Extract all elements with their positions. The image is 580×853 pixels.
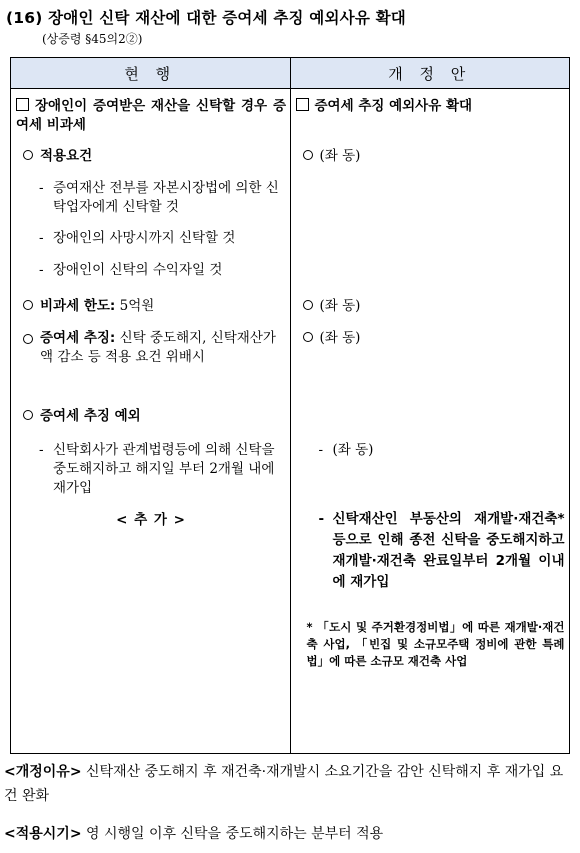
same-as-left: - (좌 동) [318,442,374,458]
effective-section [4,822,383,846]
exception-text: - 신탁회사가 관계법령등에 의해 신탁을 중도해지하고 해지일 부터 2개월 내에 재가입 [39,442,275,496]
current-column [11,89,290,753]
exception-title: 증여세 추징 예외 [23,407,141,426]
header-current: 현 행 [11,58,291,89]
circle-bullet-icon [23,334,33,344]
reason-section [4,760,576,808]
circle-bullet-icon [23,300,33,310]
page-title: (16) 장애인 신탁 재산에 대한 증여세 추징 예외사유 확대 [6,9,406,27]
reason-label: <개정이유> [4,764,82,780]
comparison-table [10,57,570,754]
req-title: 적용요건 [23,147,92,166]
circle-bullet-icon [303,332,313,342]
effective-text: 영 시행일 이후 신탁을 중도해지하는 분부터 적용 [86,826,384,842]
current-heading: 장애인이 증여받은 재산을 신탁할 경우 증여세 비과세 [16,98,286,133]
checkbox-square-icon [296,98,309,111]
add-marker: < 추 가 > [116,512,186,528]
legal-reference: (상증령 §45의2②) [42,32,143,46]
circle-bullet-icon [23,150,33,160]
new-exception-item: - 신탁재산인 부동산의 재개발·재건축* 등으로 인해 종전 신탁을 중도해지하고 재개발·재건축 완료일부터 2개월 이내에 재가입 [318,511,565,590]
limit-row: 비과세 한도: 5억원 [23,297,154,316]
footnote: * 「도시 및 주거환경정비법」에 따른 재개발·재건축 사업, 「빈집 및 소규모주택 정비에 관한 특례법」에 따른 소규모 재건축 사업 [306,620,565,668]
circle-bullet-icon [303,300,313,310]
req-item: - 장애인이 신탁의 수익자일 것 [39,262,223,278]
header-proposed: 개 정 안 [290,58,570,89]
circle-bullet-icon [303,150,313,160]
checkbox-square-icon [16,98,29,111]
effective-label: <적용시기> [4,826,82,842]
req-item: - 증여재산 전부를 자본시장법에 의한 신탁업자에게 신탁할 것 [39,180,279,215]
circle-bullet-icon [23,410,33,420]
collect-row: 증여세 추징: 신탁 중도해지, 신탁재산가액 감소 등 적용 요건 위배시 [23,329,287,367]
proposed-heading: 증여세 추징 예외사유 확대 [296,97,566,116]
proposed-column [291,89,570,753]
same-as-left: (좌 동) [303,297,361,316]
req-item: - 장애인의 사망시까지 신탁할 것 [39,230,236,246]
same-as-left: (좌 동) [303,329,361,348]
same-as-left: (좌 동) [303,147,361,166]
reason-text: 신탁재산 중도해지 후 재건축·재개발시 소요기간을 감안 신탁해지 후 재가입 요건 완화 [4,764,564,804]
